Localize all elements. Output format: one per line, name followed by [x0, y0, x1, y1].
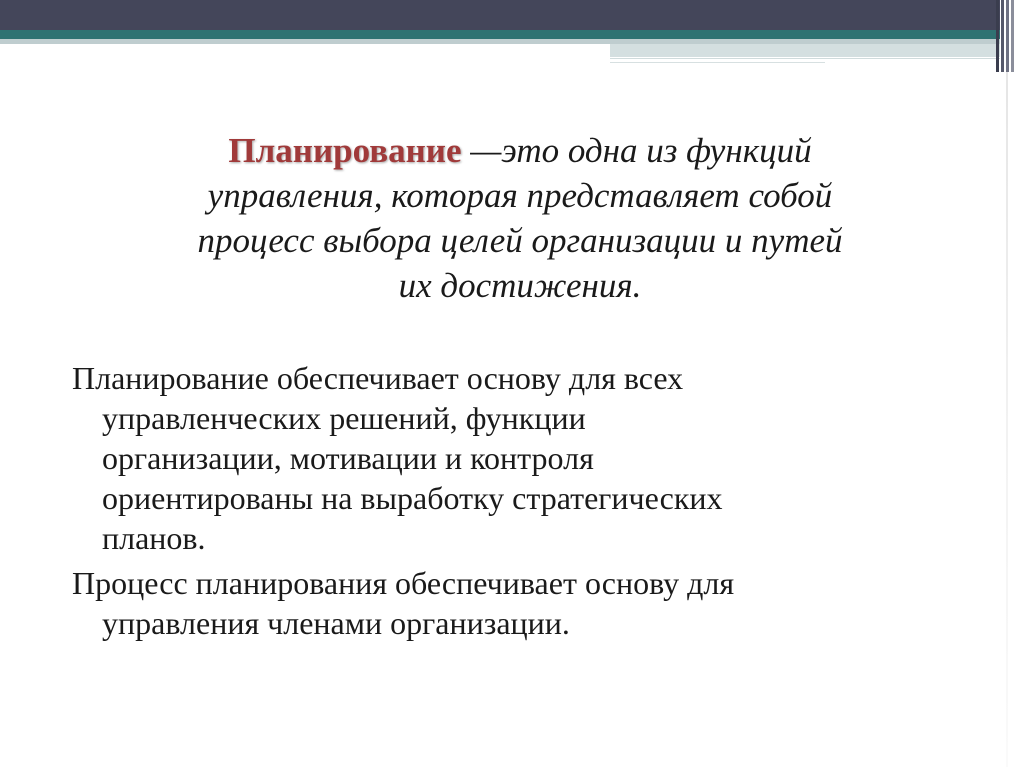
header-bar-dark: [0, 0, 1000, 30]
header-thin-line: [610, 58, 1000, 59]
definition-term: Планирование: [228, 131, 462, 170]
definition-line: процесс выбора целей организации и путей: [197, 221, 843, 260]
definition-line: управления, которая представляет собой: [207, 176, 833, 215]
paragraph-line: ориентированы на выработку стратегических: [102, 480, 723, 516]
paragraph-line: управленческих решений, функции: [102, 400, 586, 436]
paragraph-planning-process: [72, 563, 982, 643]
paragraph-planning-basis: [72, 358, 982, 558]
header-thin-line-short: [610, 62, 825, 63]
paragraph-line: организации, мотивации и контроля: [102, 440, 594, 476]
paragraph-line: Процесс планирования обеспечивает основу для: [72, 565, 735, 601]
right-margin: [1000, 0, 1024, 767]
paragraph-line: планов.: [102, 520, 206, 556]
definition-line: —это одна из функций: [461, 131, 812, 170]
paragraph-line: управления членами организации.: [102, 605, 570, 641]
header-bar-teal: [0, 30, 1000, 39]
definition-line: их достижения.: [398, 266, 642, 305]
corner-decoration: [996, 0, 1024, 72]
right-edge-line: [1006, 0, 1008, 767]
paragraph-line: Планирование обеспечивает основу для всех: [72, 360, 684, 396]
definition-block: [90, 128, 950, 308]
header-bar-light-accent: [610, 44, 1000, 57]
